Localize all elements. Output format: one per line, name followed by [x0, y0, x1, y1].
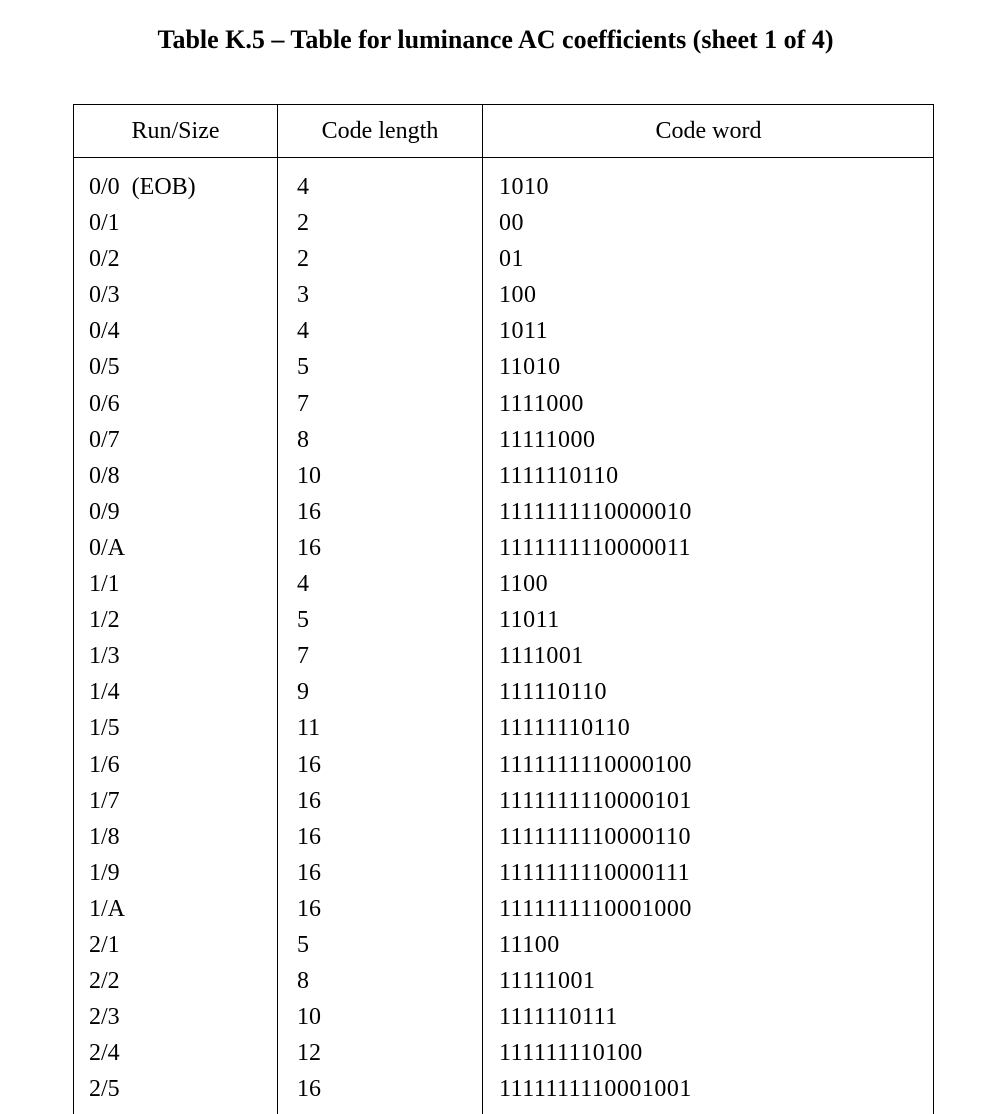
cell-code-length: 16 — [297, 859, 321, 886]
cell-code-length: 12 — [297, 1040, 321, 1067]
cell-run-size: 0/0 (EOB) — [89, 174, 196, 200]
cell-code-word: 00 — [499, 210, 524, 237]
table-row — [74, 783, 933, 819]
cell-code-length: 5 — [297, 607, 309, 634]
table-row — [74, 277, 933, 313]
cell-code-word: 111111110100 — [499, 1040, 643, 1067]
table-row — [74, 494, 933, 530]
cell-code-length: 10 — [297, 1004, 321, 1031]
cell-code-length: 4 — [297, 318, 309, 345]
cell-code-length: 9 — [297, 679, 309, 706]
cell-run-size: 1/9 — [89, 859, 120, 886]
cell-run-size: 1/2 — [89, 607, 120, 634]
cell-code-word: 1111000 — [499, 390, 584, 417]
cell-run-size: 2/4 — [89, 1040, 120, 1067]
luminance-ac-table — [73, 104, 934, 1114]
table-body — [74, 169, 933, 1107]
cell-code-length: 16 — [297, 1076, 321, 1103]
cell-code-word: 1100 — [499, 571, 549, 598]
cell-run-size: 1/7 — [89, 787, 120, 814]
cell-code-word: 1011 — [499, 318, 549, 345]
cell-run-size: 0/7 — [89, 426, 120, 453]
table-row — [74, 602, 933, 638]
cell-code-length: 3 — [297, 282, 309, 309]
cell-code-word: 11011 — [499, 607, 560, 634]
table-row — [74, 169, 933, 205]
cell-run-size: 1/8 — [89, 823, 120, 850]
cell-code-length: 7 — [297, 390, 309, 417]
header-run-size: Run/Size — [131, 118, 220, 144]
cell-code-word: 1111110111 — [499, 1004, 618, 1031]
cell-run-size: 1/1 — [89, 571, 120, 598]
cell-run-size: 0/6 — [89, 390, 120, 417]
cell-code-length: 16 — [297, 895, 321, 922]
cell-code-word: 1111111110000010 — [499, 498, 692, 525]
cell-run-size: 0/3 — [89, 282, 120, 309]
cell-code-word: 111110110 — [499, 679, 608, 706]
table-row — [74, 349, 933, 385]
table-row — [74, 1035, 933, 1071]
table-row — [74, 855, 933, 891]
cell-code-word: 100 — [499, 282, 537, 309]
cell-run-size: 2/1 — [89, 931, 120, 958]
cell-code-length: 10 — [297, 462, 321, 489]
table-row — [74, 927, 933, 963]
header-divider — [74, 157, 933, 158]
cell-code-word: 1111111110000111 — [499, 859, 691, 886]
table-row — [74, 1071, 933, 1107]
cell-run-size: 2/2 — [89, 968, 120, 995]
cell-code-length: 16 — [297, 787, 321, 814]
cell-code-length: 16 — [297, 534, 321, 561]
table-row — [74, 386, 933, 422]
cell-run-size: 0/5 — [89, 354, 120, 381]
cell-code-length: 4 — [297, 174, 309, 200]
cell-code-length: 5 — [297, 354, 309, 381]
cell-code-word: 1111110110 — [499, 462, 619, 489]
cell-run-size: 1/4 — [89, 679, 120, 706]
cell-run-size: 0/4 — [89, 318, 120, 345]
cell-code-word: 11010 — [499, 354, 561, 381]
table-row — [74, 747, 933, 783]
table-row — [74, 891, 933, 927]
cell-code-length: 2 — [297, 210, 309, 237]
table-row — [74, 458, 933, 494]
table-row — [74, 819, 933, 855]
cell-run-size: 1/3 — [89, 643, 120, 670]
table-row — [74, 205, 933, 241]
cell-run-size: 0/2 — [89, 246, 120, 273]
cell-code-word: 1111111110001001 — [499, 1076, 692, 1103]
cell-code-word: 1111111110001000 — [499, 895, 692, 922]
cell-code-word: 11111110110 — [499, 715, 631, 742]
cell-run-size: 1/6 — [89, 751, 120, 778]
header-code-word: Code word — [655, 118, 762, 144]
cell-code-length: 7 — [297, 643, 309, 670]
table-row — [74, 530, 933, 566]
cell-code-word: 1111001 — [499, 643, 584, 670]
cell-run-size: 2/3 — [89, 1004, 120, 1031]
table-row — [74, 674, 933, 710]
cell-code-length: 5 — [297, 931, 309, 958]
cell-run-size: 2/5 — [89, 1076, 120, 1103]
table-row — [74, 566, 933, 602]
cell-code-length: 11 — [297, 715, 321, 742]
cell-run-size: 0/8 — [89, 462, 120, 489]
cell-code-word: 01 — [499, 246, 524, 273]
cell-code-length: 2 — [297, 246, 309, 273]
table-row — [74, 313, 933, 349]
cell-code-word: 1111111110000110 — [499, 823, 691, 850]
cell-code-word: 1010 — [499, 174, 549, 200]
cell-code-length: 4 — [297, 571, 309, 598]
header-code-length: Code length — [321, 118, 439, 144]
cell-run-size: 1/5 — [89, 715, 120, 742]
cell-code-word: 11100 — [499, 931, 560, 958]
cell-code-length: 8 — [297, 968, 309, 995]
cell-code-word: 11111001 — [499, 968, 596, 995]
cell-code-word: 1111111110000101 — [499, 787, 692, 814]
cell-run-size: 1/A — [89, 895, 125, 922]
cell-code-word: 1111111110000100 — [499, 751, 692, 778]
cell-run-size: 0/9 — [89, 498, 120, 525]
table-row — [74, 963, 933, 999]
page-title: Table K.5 – Table for luminance AC coefficients (sheet 1 of 4) — [157, 25, 834, 54]
cell-run-size: 0/1 — [89, 210, 120, 237]
table-row — [74, 710, 933, 746]
cell-code-length: 16 — [297, 751, 321, 778]
table-row — [74, 638, 933, 674]
table-row — [74, 999, 933, 1035]
cell-code-length: 16 — [297, 498, 321, 525]
cell-code-word: 1111111110000011 — [499, 534, 691, 561]
cell-code-length: 16 — [297, 823, 321, 850]
cell-code-length: 8 — [297, 426, 309, 453]
cell-code-word: 11111000 — [499, 426, 596, 453]
cell-run-size: 0/A — [89, 534, 125, 561]
table-row — [74, 422, 933, 458]
table-row — [74, 241, 933, 277]
